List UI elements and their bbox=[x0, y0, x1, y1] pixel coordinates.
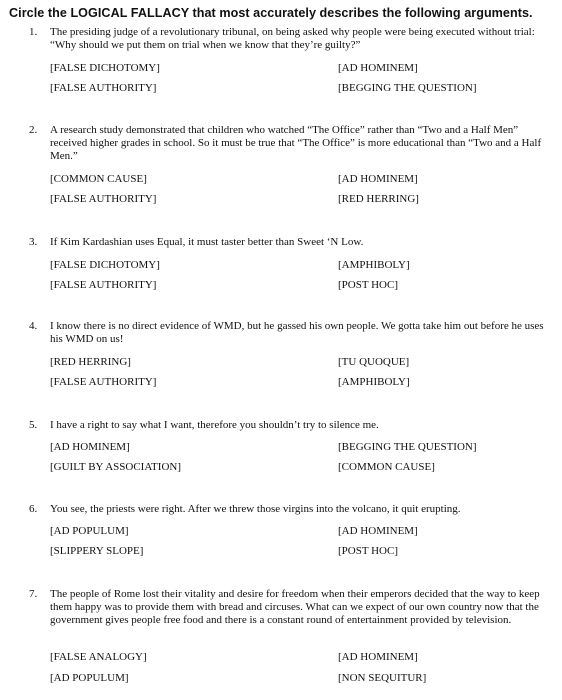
question-text: I know there is no direct evidence of WMD, but he gassed his own people. We gotta take him out before he uses his WMD on us! bbox=[50, 320, 544, 346]
question-number: 3. bbox=[29, 236, 38, 248]
worksheet-title: Circle the LOGICAL FALLACY that most accurately describes the following arguments. bbox=[9, 6, 533, 20]
question-text: You see, the priests were right. After we threw those virgins into the volcano, it quit erupting. bbox=[50, 503, 461, 515]
option-choice[interactable]: [RED HERRING] bbox=[338, 193, 419, 205]
option-choice[interactable]: [GUILT BY ASSOCIATION] bbox=[50, 461, 181, 473]
question-number: 5. bbox=[29, 419, 38, 431]
question-text: A research study demonstrated that children who watched “The Office” rather than “Two and a Half Men” received higher grades in school. So it must be true that “The Office” is more educational than “Two and a Half Men.” bbox=[50, 124, 542, 163]
option-choice[interactable]: [AMPHIBOLY] bbox=[338, 376, 410, 388]
option-choice[interactable]: [FALSE DICHOTOMY] bbox=[50, 62, 160, 74]
option-choice[interactable]: [AD POPULUM] bbox=[50, 525, 129, 537]
question-number: 1. bbox=[29, 26, 38, 38]
option-choice[interactable]: [AMPHIBOLY] bbox=[338, 259, 410, 271]
option-choice[interactable]: [AD HOMINEM] bbox=[50, 441, 130, 453]
option-choice[interactable]: [FALSE AUTHORITY] bbox=[50, 279, 157, 291]
question-number: 4. bbox=[29, 320, 38, 332]
question-number: 6. bbox=[29, 503, 38, 515]
question-number: 7. bbox=[29, 588, 38, 600]
question-text: The presiding judge of a revolutionary tribunal, on being asked why people were being executed without trial: “Why should we put them on trial when we know that they’re guilty?” bbox=[50, 26, 535, 52]
option-choice[interactable]: [FALSE DICHOTOMY] bbox=[50, 259, 160, 271]
option-choice[interactable]: [BEGGING THE QUESTION] bbox=[338, 441, 477, 453]
option-choice[interactable]: [POST HOC] bbox=[338, 279, 399, 291]
option-choice[interactable]: [RED HERRING] bbox=[50, 356, 131, 368]
option-choice[interactable]: [FALSE ANALOGY] bbox=[50, 651, 147, 663]
option-choice[interactable]: [SLIPPERY SLOPE] bbox=[50, 545, 144, 557]
option-choice[interactable]: [TU QUOQUE] bbox=[338, 356, 410, 368]
option-choice[interactable]: [FALSE AUTHORITY] bbox=[50, 82, 157, 94]
option-choice[interactable]: [AD HOMINEM] bbox=[338, 525, 418, 537]
option-choice[interactable]: [AD HOMINEM] bbox=[338, 173, 418, 185]
option-choice[interactable]: [POST HOC] bbox=[338, 545, 399, 557]
option-choice[interactable]: [FALSE AUTHORITY] bbox=[50, 376, 157, 388]
option-choice[interactable]: [AD HOMINEM] bbox=[338, 62, 418, 74]
option-choice[interactable]: [BEGGING THE QUESTION] bbox=[338, 82, 477, 94]
option-choice[interactable]: [COMMON CAUSE] bbox=[338, 461, 435, 473]
question-text: I have a right to say what I want, therefore you shouldn’t try to silence me. bbox=[50, 419, 379, 431]
option-choice[interactable]: [AD POPULUM] bbox=[50, 672, 129, 684]
option-choice[interactable]: [NON SEQUITUR] bbox=[338, 672, 427, 684]
question-text: The people of Rome lost their vitality and desire for freedom when their emperors decided that the way to keep them happy was to provide them with bread and circuses. What can we expect of our own country now that the government gives people free food and there is a constant round of entertainment provided by television. bbox=[50, 588, 540, 627]
question-text: If Kim Kardashian uses Equal, it must taster better than Sweet ‘N Low. bbox=[50, 236, 364, 248]
option-choice[interactable]: [FALSE AUTHORITY] bbox=[50, 193, 157, 205]
option-choice[interactable]: [COMMON CAUSE] bbox=[50, 173, 147, 185]
option-choice[interactable]: [AD HOMINEM] bbox=[338, 651, 418, 663]
question-number: 2. bbox=[29, 124, 38, 136]
